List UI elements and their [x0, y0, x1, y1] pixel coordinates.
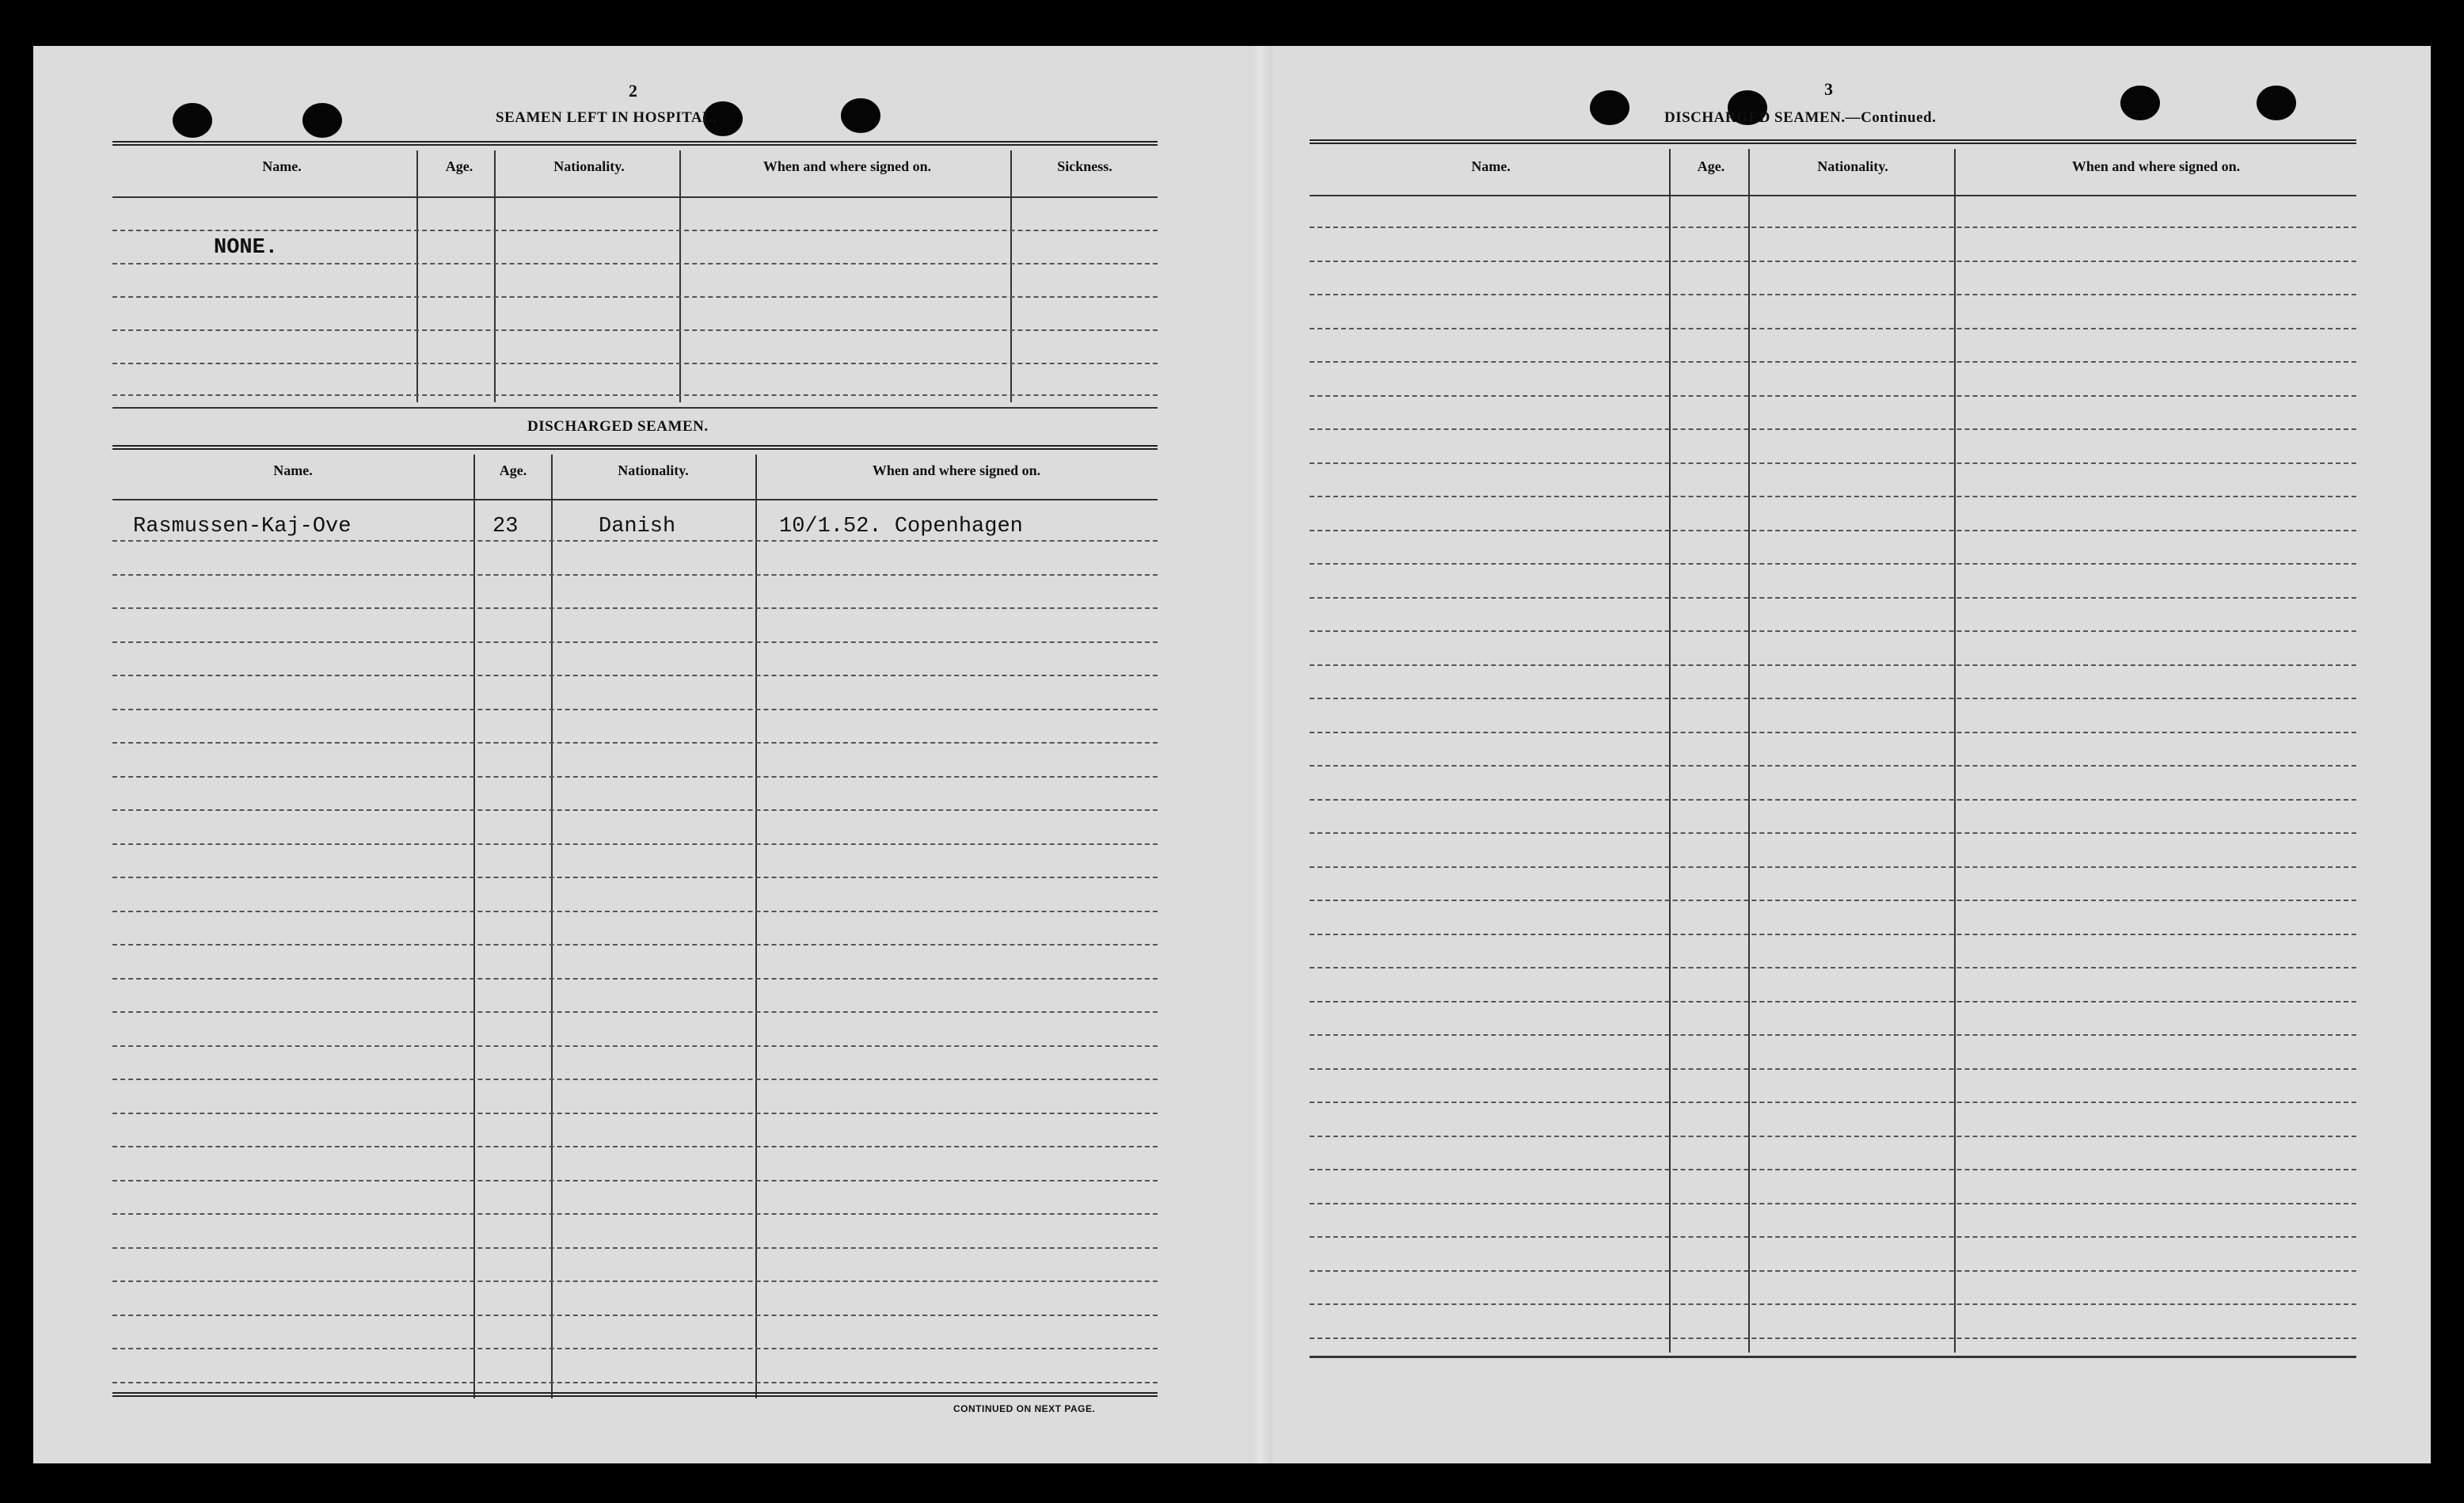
ruled-line: [1310, 462, 2356, 464]
ruled-line: [112, 363, 1158, 364]
discharged-bottom-rule: [112, 1392, 1158, 1397]
hospital-top-rule: [112, 141, 1158, 146]
ruled-line: [112, 230, 1158, 231]
ruled-line: [1310, 597, 2356, 599]
ruled-line: [1310, 395, 2356, 397]
hospital-header-rule: [112, 196, 1158, 198]
ruled-line: [112, 607, 1158, 609]
ruled-line: [1310, 1270, 2356, 1272]
page-number-left: 2: [629, 81, 637, 101]
right-top-rule: [1310, 139, 2356, 144]
hospital-col-age: Age.: [445, 158, 473, 174]
ruled-line: [112, 1180, 1158, 1181]
ruled-line: [112, 978, 1158, 980]
ruled-line: [1310, 361, 2356, 363]
right-divider: [1954, 149, 1956, 1353]
ruled-line: [112, 263, 1158, 264]
ruled-line: [112, 1315, 1158, 1316]
ruled-line: [1310, 630, 2356, 632]
hospital-divider: [1010, 150, 1012, 402]
hospital-col-signed-on: When and where signed on.: [762, 158, 932, 174]
ruled-line: [1310, 1236, 2356, 1238]
discharged-divider: [551, 455, 553, 1398]
right-bottom-rule: [1310, 1356, 2356, 1358]
ruled-line: [112, 877, 1158, 878]
hospital-bottom-rule: [112, 407, 1158, 409]
right-section-title: DISCHARGED SEAMEN.—Continued.: [1664, 109, 1937, 126]
ruled-line: [112, 675, 1158, 676]
discharged-top-rule: [112, 445, 1158, 450]
ruled-line: [112, 776, 1158, 778]
right-divider: [1669, 149, 1671, 1353]
ruled-line: [1310, 832, 2356, 834]
right-col-name: Name.: [1471, 158, 1511, 174]
ruled-line: [1310, 967, 2356, 968]
ruled-line: [112, 809, 1158, 811]
hospital-col-sickness: Sickness.: [1057, 158, 1112, 174]
ruled-line: [1310, 664, 2356, 666]
punch-hole: [2257, 86, 2296, 120]
hospital-section-title: SEAMEN LEFT IN HOSPITAL.: [496, 109, 717, 126]
ruled-line: [1310, 1034, 2356, 1036]
ruled-line: [112, 911, 1158, 912]
ruled-line: [112, 1382, 1158, 1383]
hospital-entry: NONE.: [214, 236, 279, 260]
ruled-line: [1310, 1068, 2356, 1070]
right-col-age: Age.: [1697, 158, 1725, 174]
punch-hole: [1590, 90, 1629, 125]
center-fold: [1249, 46, 1272, 1463]
discharged-row-age: 23: [492, 515, 519, 538]
ruled-line: [112, 1213, 1158, 1215]
ruled-line: [1310, 530, 2356, 531]
punch-hole: [841, 98, 880, 133]
document-sheet: [33, 46, 2431, 1463]
continued-note: CONTINUED ON NEXT PAGE.: [953, 1403, 1096, 1414]
right-divider: [1748, 149, 1750, 1353]
hospital-col-name: Name.: [262, 158, 302, 174]
ruled-line: [112, 1247, 1158, 1249]
hospital-col-nationality: Nationality.: [553, 158, 625, 174]
ruled-line: [112, 394, 1158, 396]
discharged-row-name: Rasmussen-Kaj-Ove: [133, 515, 352, 538]
page-number-right: 3: [1824, 79, 1833, 99]
ruled-line: [1310, 698, 2356, 699]
punch-hole: [2120, 86, 2160, 120]
discharged-col-signed-on: When and where signed on.: [872, 462, 1041, 478]
discharged-row-signed-on: 10/1.52. Copenhagen: [779, 515, 1023, 538]
ruled-line: [1310, 934, 2356, 935]
ruled-line: [112, 574, 1158, 576]
discharged-section-title: DISCHARGED SEAMEN.: [527, 418, 709, 435]
ruled-line: [112, 944, 1158, 946]
ruled-line: [1310, 226, 2356, 228]
ruled-line: [112, 1113, 1158, 1114]
ruled-line: [112, 540, 1158, 542]
hospital-divider: [416, 150, 418, 402]
ruled-line: [112, 641, 1158, 643]
ruled-line: [1310, 1303, 2356, 1305]
ruled-line: [112, 709, 1158, 710]
ruled-line: [112, 742, 1158, 744]
discharged-col-age: Age.: [499, 462, 527, 478]
ruled-line: [1310, 294, 2356, 295]
right-header-rule: [1310, 195, 2356, 196]
ruled-line: [112, 1146, 1158, 1147]
punch-hole: [302, 103, 342, 138]
ruled-line: [112, 1011, 1158, 1013]
discharged-divider: [755, 455, 757, 1398]
ruled-line: [1310, 496, 2356, 497]
discharged-header-rule: [112, 499, 1158, 500]
discharged-divider: [473, 455, 475, 1398]
ruled-line: [112, 1079, 1158, 1080]
ruled-line: [1310, 328, 2356, 329]
hospital-divider: [494, 150, 496, 402]
ruled-line: [1310, 1001, 2356, 1003]
ruled-line: [1310, 1102, 2356, 1103]
ruled-line: [112, 843, 1158, 845]
ruled-line: [112, 329, 1158, 331]
ruled-line: [112, 296, 1158, 298]
hospital-divider: [679, 150, 681, 402]
ruled-line: [1310, 1203, 2356, 1204]
ruled-line: [1310, 765, 2356, 767]
ruled-line: [1310, 261, 2356, 262]
ruled-line: [1310, 1136, 2356, 1137]
punch-hole: [173, 103, 212, 138]
ruled-line: [1310, 1337, 2356, 1339]
ruled-line: [1310, 428, 2356, 430]
ruled-line: [112, 1348, 1158, 1349]
ruled-line: [1310, 900, 2356, 901]
discharged-row-nationality: Danish: [599, 515, 676, 538]
ruled-line: [1310, 866, 2356, 868]
ruled-line: [1310, 1169, 2356, 1170]
ruled-line: [1310, 732, 2356, 733]
ruled-line: [112, 1280, 1158, 1282]
right-col-nationality: Nationality.: [1817, 158, 1888, 174]
ruled-line: [1310, 563, 2356, 565]
discharged-col-nationality: Nationality.: [618, 462, 689, 478]
right-col-signed-on: When and where signed on.: [2071, 158, 2241, 174]
ruled-line: [1310, 799, 2356, 801]
discharged-col-name: Name.: [273, 462, 313, 478]
ruled-line: [112, 1045, 1158, 1047]
